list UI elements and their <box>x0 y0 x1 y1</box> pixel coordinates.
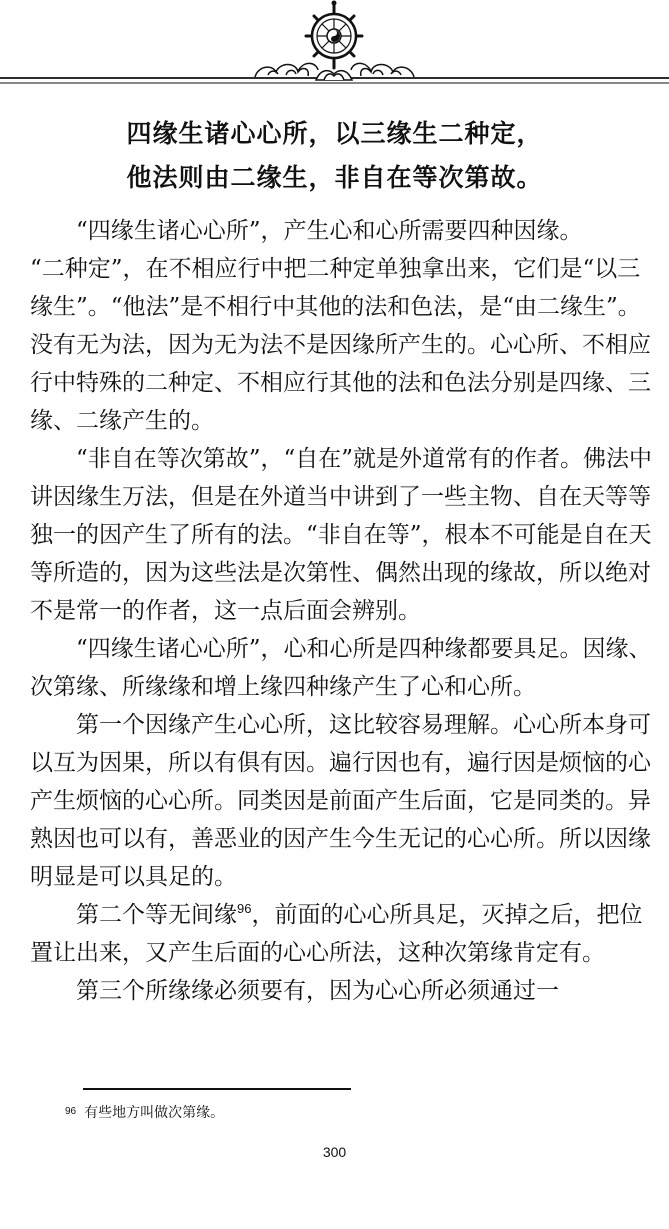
paragraph-5: 第一个因缘产生心心所，这比较容易理解。心心所本身可以互为因果，所以有俱有因。遍行因也有，遍行因是烦恼的心产生烦恼的心心所。同类因是前面产生后面，它是同类的。异熟因也可以有，善恶业的因产生今生无记的心心所。所以因缘明显是可以具足的。 <box>30 712 651 890</box>
paragraph-7: 第三个所缘缘必须要有，因为心心所必须通过一 <box>76 978 559 1004</box>
verse-line-2: 他法则由二缘生，非自在等次第故。 <box>126 163 543 192</box>
verse-line-1: 四缘生诸心心所，以三缘生二种定， <box>126 119 543 148</box>
footnote-divider <box>83 1088 351 1090</box>
paragraph-1: “四缘生诸心心所”，产生心和心所需要四种因缘。 <box>76 218 583 244</box>
dharma-wheel-icon <box>306 1 362 69</box>
verse-heading <box>0 112 669 200</box>
footnote-number: 96 <box>65 1106 77 1117</box>
body-text <box>30 212 658 1010</box>
page-number: 300 <box>322 1144 347 1160</box>
paragraph-2: “二种定”，在不相应行中把二种定单独拿出来，它们是“以三缘生”。“他法”是不相行中其他的法和色法，是“由二缘生”。没有无为法，因为无为法不是因缘所产生的。心心所、不相应行中特殊的二种定、不相应行其他的法和色法分别是四缘、三缘、二缘产生的。 <box>30 256 651 434</box>
paragraph-6-end: ，前面的心心所具足，灭掉之后，把位置让出来，又产生后面的心心所法，这种次第缘肯定有。 <box>30 902 643 966</box>
footnote <box>65 1102 224 1123</box>
lotus-base-icon <box>316 71 352 80</box>
paragraph-4: “四缘生诸心心所”，心和心所是四种缘都要具足。因缘、次第缘、所缘缘和增上缘四种缘产生了心和心所。 <box>30 636 652 700</box>
cloud-left-icon <box>255 63 318 77</box>
footnote-text: 有些地方叫做次第缘。 <box>84 1105 225 1121</box>
header-ornament <box>0 0 669 96</box>
paragraph-6-start: 第二个等无间缘 <box>76 902 237 928</box>
footnote-reference[interactable]: 96 <box>237 901 252 916</box>
paragraph-6 <box>30 896 658 972</box>
cloud-right-icon <box>351 63 414 77</box>
paragraph-3: “非自在等次第故”，“自在”就是外道常有的作者。佛法中讲因缘生万法，但是在外道当中讲到了一些主物、自在天等等独一的因产生了所有的法。“非自在等”，根本不可能是自在天等所造的，因为这些法是次第性、偶然出现的缘故，所以绝对不是常一的作者，这一点后面会辨别。 <box>30 446 653 624</box>
